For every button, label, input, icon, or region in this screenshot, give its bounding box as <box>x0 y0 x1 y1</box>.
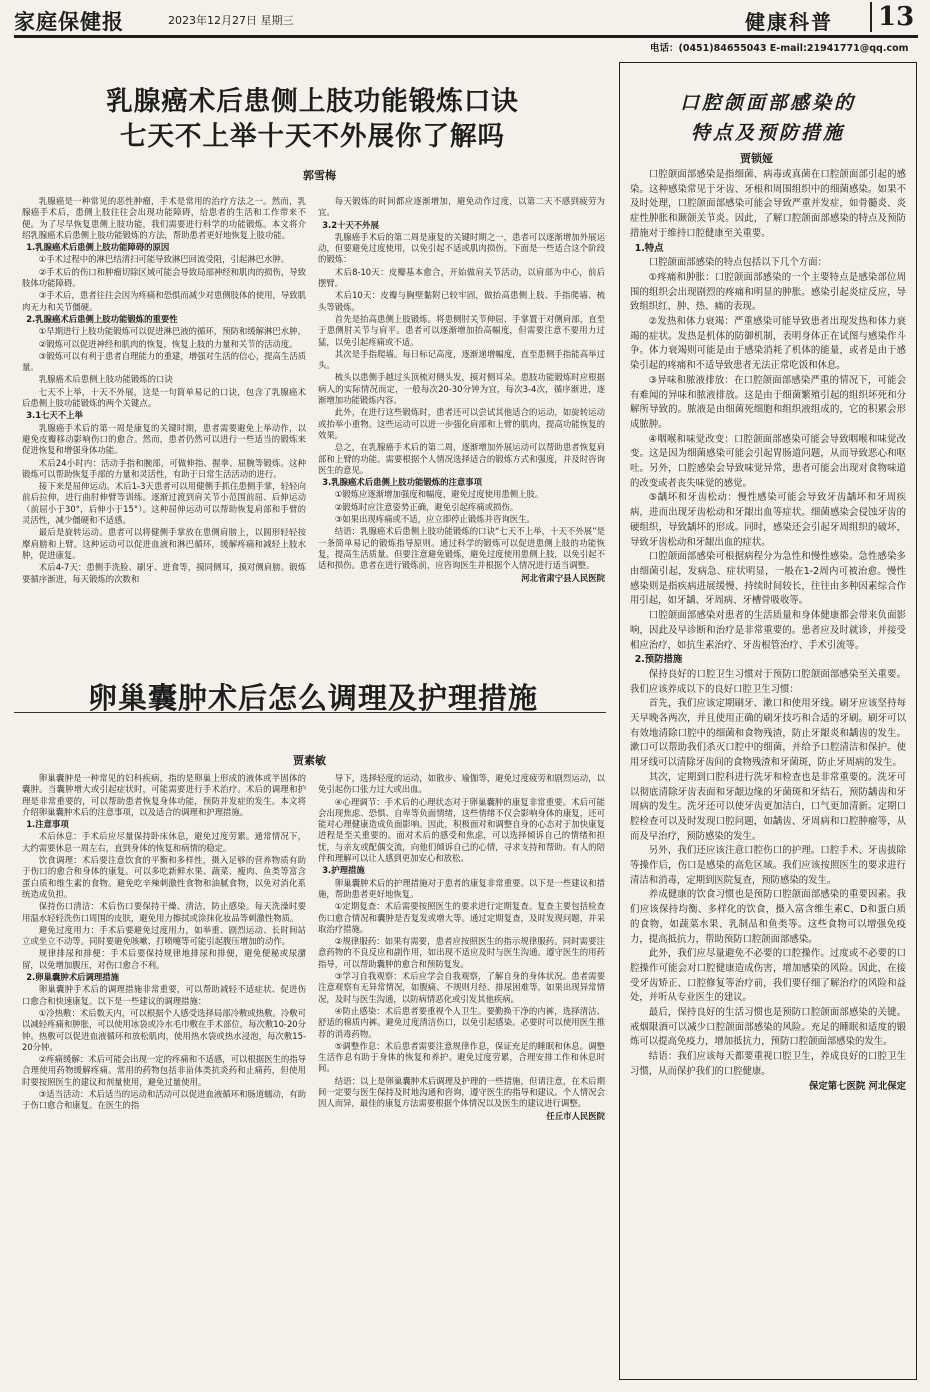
paragraph: 结语：乳腺癌术后患侧上肢功能锻炼的口诀“七天不上举，十天不外展”是一条简单易记的锻炼指导原则。通过科学的锻炼可以促进患侧上肢的功能恢复，提高生活质量。但要注意避免锻炼，避免过度使用患侧上肢，以免引起不适和损伤。患者在进行锻炼前，应咨询医生并根据个人情况进行适当调整。 <box>318 526 605 571</box>
section-heading: 2.乳腺癌术后患侧上肢功能锻炼的重要性 <box>26 313 178 324</box>
paragraph: ②手术后的伤口和肿瘤切除区域可能会导致局部神经和肌肉的损伤，导致肢体功能障碍。 <box>22 266 306 289</box>
article3-author: 贾锁娅 <box>740 152 773 165</box>
paragraph: 保持良好的口腔卫生习惯对于预防口腔颌面部感染至关重要。我们应该养成以下的良好口腔卫生习惯： <box>630 668 906 695</box>
article2-headline: 卵巢囊肿术后怎么调理及护理措施 <box>87 681 538 715</box>
paragraph: 此外，我们应尽量避免不必要的口腔操作。过度或不必要的口腔操作可能会对口腔健康造成伤害，增加感染的风险。因此，在接受牙齿矫正、口腔修复等治疗前，我们要仔细了解治疗的风险和益处，并听从专业医生的建议。 <box>630 948 906 1004</box>
section-heading: 2.卵巢囊肿术后调理措施 <box>26 972 119 983</box>
paragraph: 最后，保持良好的生活习惯也是预防口腔颌面部感染的关键。戒烟限酒可以减少口腔颌面部感染的风险。充足的睡眠和适度的锻炼可以提高免疫力，增加抵抗力，预防口腔颌面部感染的发生。 <box>630 1007 906 1048</box>
masthead <box>0 0 930 36</box>
paragraph: 首先是抬高患侧上肢锻炼。将患侧肘关节伸屈、手掌置于对侧肩部，直至于患侧肘关节与肩平。患者可以逐渐增加抬高幅度，但需要注意不要用力过猛，以免引起疼痛或不适。 <box>318 313 605 347</box>
paragraph: 口腔颌面部感染可根据病程分为急性和慢性感染。急性感染多由细菌引起，发病急、症状明显，一般在1-2周内可被治愈。慢性感染则是指疾病进展缓慢、持续时间较长，往往由多种因素综合作用引起，如牙龋、牙周病、牙槽骨吸收等。 <box>630 551 906 607</box>
paragraph: ①早期进行上肢功能锻炼可以促进淋巴液的循环，预防和缓解淋巴水肿。 <box>38 326 306 337</box>
paragraph: ①定期复查：术后需要按照医生的要求进行定期复查。复查主要包括检查伤口愈合情况和囊肿是否复发或增大等。通过定期复查，及时发现问题，并采取治疗措施。 <box>318 901 605 934</box>
paragraph: 术后10天：皮瓣与胸壁黏附已较牢固，做抬高患侧上肢、手指爬墙、梳头等锻炼。 <box>318 290 605 312</box>
paragraph: 结语：以上是卵巢囊肿术后调理及护理的一些措施，但请注意，在术后期间一定要与医生保持及时地沟通和咨询，遵守医生的指导和建议。个人情况会因人而异，最佳的康复方法需要根据个体情况以及医生的建议进行调整。 <box>318 1075 605 1109</box>
section-heading: 1.注意事项 <box>26 819 69 830</box>
paragraph: 乳腺癌手术后的第二周是康复的关键时期之一，患者可以逐渐增加外展运动，但要避免过度使用，以免引起不适或肌肉损伤。下面是一些适合这个阶段的锻炼： <box>318 231 605 265</box>
paragraph: 饮食调理：术后要注意饮食的平衡和多样性，摄入足够的营养物质有助于伤口的愈合和身体的康复。可以多吃新鲜水果、蔬菜、瘦肉、鱼类等富含蛋白质和维生素的食物。避免吃辛辣刺激性食物和油腻食物，以免对消化系统造成负担。 <box>22 855 306 899</box>
paragraph: 口腔颌面部感染对患者的生活质量和身体健康都会带来负面影响，因此及早诊断和治疗是非常重要的。患者应及时就诊，并接受相应治疗，如抗生素治疗、牙齿根管治疗、手术引流等。 <box>630 610 906 651</box>
paragraph: 口腔颌面部感染是指细菌、病毒或真菌在口腔颌面部引起的感染。这种感染常见于牙齿、牙根和周围组织中的细菌感染。如果不及时处理，口腔颌面部感染可能会导致严重并发症，如骨髓炎、炎症性肿胀和颞颌关节炎。因此，了解口腔颌面部感染的特点及预防措施对于维持口腔健康至关重要。 <box>630 169 906 239</box>
section-title: 健康科普 <box>745 10 833 34</box>
article1-author: 郭雪梅 <box>303 169 336 182</box>
issue-date: 2023年12月27日 星期三 <box>168 14 294 27</box>
section-heading: 2.预防措施 <box>634 654 683 666</box>
paragraph: ②发热和体力衰竭：严重感染可能导致患者出现发热和体力衰竭的症状。发热是机体的防御机制，表明身体正在试图与感染作斗争。体力衰竭则可能是由于感染消耗了机体的能量，或者是由于感染引起的疼痛和不适导致患者无法正常吃饭和休息。 <box>630 316 906 372</box>
paragraph: ③异味和脓液排放：在口腔颌面部感染严重的情况下，可能会有难闻的异味和脓液排放。这是由于细菌繁殖引起的组织坏死和分解所导致的。脓液是由细菌死细胞和组织液组成的，它的积累会形成脓肿。 <box>630 374 906 430</box>
paragraph: 每天锻炼的时间都应逐渐增加，避免动作过度，以第二天不感到疲劳为宜。 <box>318 196 605 218</box>
article2-column-2 <box>318 773 605 1381</box>
paragraph: ①疼痛和肿胀：口腔颌面部感染的一个主要特点是感染部位周围的组织会出现剧烈的疼痛和明显的肿胀。感染引起炎症反应，导致组织红、肿、热、痛的表现。 <box>630 271 906 313</box>
paragraph: 卵巢囊肿术后的护理措施对于患者的康复非常重要。以下是一些建议和措施，帮助患者更好地恢复。 <box>318 877 605 899</box>
paragraph: ①手术过程中的淋巴结清扫可能导致淋巴回流受阻，引起淋巴水肿。 <box>38 254 290 265</box>
section-heading: 3.护理措施 <box>322 865 365 876</box>
section-heading: 3.2十天不外展 <box>322 219 379 230</box>
article1-column-1 <box>22 196 306 690</box>
paragraph: 避免过度用力：手术后要避免过度用力，如举重、剧烈运动、长时间站立或坐立不动等。同时要避免咳嗽、打喷嚏等可能引起腹压增加的动作。 <box>22 924 306 947</box>
paragraph: ④心理调节：手术后的心理状态对于卵巢囊肿的康复非常重要。术后可能会出现焦虑、恐惧、自卑等负面情绪，这些情绪不仅会影响身体的康复，还可能对心理健康造成负面影响。因此，积极面对和调整自身的心态对于加快康复进程是至关重要的。面对术后的感受和焦虑，可以选择倾诉自己的情绪和担忧，与亲友或配偶交流，向他们倾诉自己的心情，寻求支持和帮助。有人的陪伴和理解可以让人感到更加安心和放松。 <box>318 796 605 864</box>
paragraph: 养成健康的饮食习惯也是预防口腔颌面部感染的重要因素。我们应该保持均衡、多样化的饮食，摄入富含维生素C、D和蛋白质的食物，如蔬菜水果、乳制品和鱼类等。这些食物可以增强免疫力，提高抵抗力，帮助预防口腔颌面部感染。 <box>630 889 906 945</box>
article1-headline-line2: 七天不上举十天不外展你了解吗 <box>120 121 505 152</box>
paragraph: 导下，选择轻度的运动，如散步、瑜伽等，避免过度疲劳和剧烈运动，以免引起伤口张力过大或出血。 <box>318 773 605 795</box>
paragraph: ③适当活动：术后适当的运动和活动可以促进血液循环和肠道蠕动，有助于伤口愈合和康复。在医生的指 <box>22 1089 306 1111</box>
article3-headline-line1: 口腔颌面部感染的 <box>679 92 856 114</box>
paragraph: 口腔颌面部感染的特点包括以下几个方面： <box>648 257 827 269</box>
paragraph: 术后8-10天：皮瓣基本愈合，开始做肩关节活动，以肩部为中心，前后摆臂。 <box>318 266 605 289</box>
paragraph: ②锻炼可以促进神经和肌肉的恢复，恢复上肢的力量和关节的活动度。 <box>38 338 298 349</box>
paragraph: 结语：我们应该每天都要重视口腔卫生，养成良好的口腔卫生习惯，从而保护我们的口腔健康。 <box>630 1051 906 1077</box>
contact-info: 电话：(0451)84655043 E-mail:21941771@qq.com <box>650 43 909 54</box>
paragraph: ②规律服药：如果有需要，患者应按照医生的指示规律服药。同时需要注意药物的不良反应和副作用，如出现不适应及时与医生沟通。遵守医生的用药指导，可以帮助囊肿的愈合和预防复发。 <box>318 936 605 969</box>
article3-headline-line2: 特点及预防措施 <box>690 122 845 144</box>
paragraph: 梳头以患侧手越过头顶梳对侧头发，摸对侧耳朵。患肢功能锻炼时应根据病人的实际情况而定，一般每次20-30分钟为宜，每次3-4次，循序渐进，逐渐增加功能锻炼内容。 <box>318 372 605 406</box>
paragraph: 七天不上举，十天不外展，这是一句简单易记的口诀，包含了乳腺癌术后患侧上肢功能锻炼的两个关键点。 <box>22 386 306 409</box>
paragraph: ①冷热敷：术后数天内，可以根据个人感受选择局部冷敷或热敷。冷敷可以减轻疼痛和肿胀，可以使用冰袋或冷水毛巾敷在手术部位，每次敷10-20分钟。热敷可以促进血液循环和放松肌肉，使用热水袋或热水浸泡，每次敷15-20分钟。 <box>22 1007 306 1052</box>
paragraph: 术后4-7天：患侧手洗脸、刷牙、进食等，摸同侧耳，摸对侧肩膀。锻炼要循序渐进，每天锻炼的次数和 <box>22 562 306 584</box>
section-heading: 3.乳腺癌术后患侧上肢功能锻炼的注意事项 <box>322 477 482 488</box>
paragraph: 乳腺癌术后患侧上肢功能锻炼的口诀 <box>38 374 173 385</box>
paragraph: 卵巢囊肿手术后的调理措施非常重要，可以帮助减轻不适症状、促进伤口愈合和快速康复。以下是一些建议的调理措施： <box>22 984 306 1006</box>
article3-body <box>630 168 906 1373</box>
section-heading: 1.乳腺癌术后患侧上肢功能障碍的原因 <box>26 242 170 253</box>
paragraph: 乳腺癌是一种常见的恶性肿瘤，手术是常用的治疗方法之一。然而，乳腺癌手术后，患侧上肢往往会出现功能障碍，给患者的生活和工作带来不便。为了尽早恢复患侧上肢功能，我们需要进行科学的功能锻炼。本文将介绍乳腺癌术后患侧上肢功能锻炼的方法，帮助患者更好地恢复上肢功能。 <box>22 196 306 240</box>
paragraph: 其次，定期到口腔科进行洗牙和检查也是非常重要的。洗牙可以彻底清除牙齿表面和牙龈边缘的牙菌斑和牙结石，预防龋齿和牙周病的发生。洗牙还可以使牙齿更加洁白，口气更加清新。定期口腔检查可以及时发现口腔问题，如龋齿、牙周病和口腔肿瘤等，从而及早治疗，预防感染的发生。 <box>630 771 906 842</box>
byline-institution: 河北省肃宁县人民医院 <box>521 572 605 583</box>
paragraph: ③锻炼可以有利于患者自理能力的重建，增强对生活的信心，提高生活质量。 <box>22 350 306 373</box>
page-number: 13 <box>870 2 914 32</box>
article1-headline-line1: 乳腺癌术后患侧上肢功能锻炼口诀 <box>106 86 519 117</box>
paragraph: 乳腺癌手术后的第一周是康复的关键时期，患者需要避免上举动作，以避免皮瓣移动影响伤口的愈合。然而，患者仍然可以进行一些适当的锻炼来促进恢复和增强身体功能。 <box>22 422 306 456</box>
paragraph: 另外，我们还应该注意口腔伤口的护理。口腔手术、牙齿拔除等操作后，伤口是感染的高危区域。我们应该按照医生的要求进行清洁和消毒，定期到医院复查，预防感染的发生。 <box>630 845 906 886</box>
paragraph: ⑤龋坏和牙齿松动：慢性感染可能会导致牙齿龋坏和牙周疾病，进而出现牙齿松动和牙龈出血等症状。细菌感染会侵蚀牙齿的硬组织，导致龋坏的形成。同时，感染还会引起牙周组织的破坏，导致牙齿松动和牙龈出血的症状。 <box>630 492 906 548</box>
newspaper-name: 家庭保健报 <box>14 9 124 34</box>
paragraph: 卵巢囊肿是一种常见的妇科疾病，指的是卵巢上形成的液体或半固体的囊肿。当囊肿增大或引起症状时，可能需要进行手术治疗。术后的调理和护理是非常重要的，可以帮助患者恢复身体功能，预防并发症的发生。本文将介绍卵巢囊肿术后的注意事项，以及适合的调理和护理措施。 <box>22 773 306 817</box>
paragraph: 接下来是屈伸运动。术后1-3天患者可以用健侧手抓住患侧手掌，轻轻向前后拉伸，进行曲肘伸臂等训练。逐渐过渡到肩关节小范围前屈、后伸运动（前屈小于30°，后伸小于15°）。这种屈伸运动可以帮助恢复肩部和手臂的灵活性，减少僵硬和不适感。 <box>22 481 306 526</box>
paragraph: 规律排尿和排便：手术后要保持规律地排尿和排便，避免便秘或尿潴留，以免增加腹压，对伤口愈合不利。 <box>22 948 306 970</box>
paragraph: ④防止感染：术后患者要重视个人卫生。要勤换干净的内裤，选择清洁、舒适的棉质内裤。避免过度清洁伤口，以免引起感染。必要时可以使用医生推荐的消毒药物。 <box>318 1005 605 1039</box>
paragraph: ⑤调整作息：术后患者需要注意规律作息，保证充足的睡眠和休息。调整生活作息有助于身体的恢复和养护。避免过度劳累，合理安排工作和休息时间。 <box>318 1040 605 1074</box>
article2-column-1 <box>22 773 306 1381</box>
paragraph: 首先，我们应该定期刷牙、漱口和使用牙线。刷牙应该坚持每天早晚各两次，并且使用正确的刷牙技巧和合适的牙刷。刷牙可以有效地清除口腔中的细菌和食物残渣，防止牙龈炎和龋齿的发生。漱口可以帮助我们杀灭口腔中的细菌，并给予口腔清洁和保护。使用牙线可以清除牙齿间的食物残渣和牙菌斑，防止牙周病的发生。 <box>630 698 906 769</box>
paragraph: ③如果出现疼痛或不适，应立即停止锻炼并咨询医生。 <box>334 514 535 525</box>
byline-institution: 任丘市人民医院 <box>546 1110 605 1121</box>
byline-institution: 保定第七医院 河北保定 <box>808 1080 906 1092</box>
section-heading: 3.1七天不上举 <box>26 410 83 421</box>
article1-headline <box>30 84 595 154</box>
paragraph: 保持伤口清洁：术后伤口要保持干燥、清洁，防止感染。每天洗澡时要用温水轻轻洗伤口周围的皮肤，避免用力擦拭或涂抹化妆品等刺激性物质。 <box>22 901 306 923</box>
paragraph: 总之，在乳腺癌手术后的第二周，逐渐增加外展运动可以帮助患者恢复肩部和上臂的功能。需要根据个人情况选择适合的锻炼方式和强度，并及时咨询医生的意见。 <box>318 442 605 475</box>
paragraph: ③学习自我观察：术后应学会自我观察，了解自身的身体状况。患者需要注意观察有无异常情况，如腹痛、不规则月经、排尿困难等。如果出现异常情况，及时与医生沟通，以防病情恶化或引发其他疾病。 <box>318 971 605 1004</box>
article2-author: 贾素敏 <box>293 754 326 767</box>
paragraph: ②疼痛缓解：术后可能会出现一定的疼痛和不适感，可以根据医生的指导合理使用药物缓解疼痛。常用的药物包括非甾体类抗炎药和止痛药，但使用时要按照医生的建议和剂量使用，避免过量使用。 <box>22 1054 306 1087</box>
article3-headline <box>619 88 917 148</box>
paragraph: 最后是旋转运动。患者可以将健侧手掌放在患侧肩膀上，以圆形轻轻按摩肩膀和上臂。这种运动可以促进血液和淋巴循环，缓解疼痛和减轻上肢水肿，促进康复。 <box>22 527 306 560</box>
section-heading: 1.特点 <box>634 242 664 254</box>
paragraph: 其次是手指爬墙。每日标记高度，逐渐递增幅度，直至患侧手指能高举过头。 <box>318 348 605 371</box>
paragraph: ②锻炼时应注意姿势正确，避免引起疼痛或损伤。 <box>334 501 519 512</box>
paragraph: ③手术后，患者往往会因为疼痛和恐惧而减少对患侧肢体的使用，导致肌肉无力和关节僵硬。 <box>22 290 306 312</box>
paragraph: 此外，在进行这些锻炼时，患者还可以尝试其他适合的运动，如旋转运动或抬举小重物。这些运动可以进一步强化肩部和上臂的肌肉，提高功能恢复的效果。 <box>318 407 605 440</box>
masthead-rule <box>14 35 918 38</box>
article1-column-2 <box>318 196 605 704</box>
paragraph: ①锻炼应逐渐增加强度和幅度，避免过度使用患侧上肢。 <box>334 489 544 500</box>
paragraph: 术后休息：手术后应尽量保持卧床休息，避免过度劳累。通常情况下，大约需要休息一周左右，直到身体的恢复和病情的稳定。 <box>22 831 306 853</box>
paragraph: ④咽喉和味觉改变：口腔颌面部感染可能会导致咽喉和味觉改变。这是因为细菌感染可能会引起胃肠道问题，从而导致恶心和呕吐。另外，口腔感染会导致味觉异常，患者可能会出现对食物味道的改变或者丧失味觉的感觉。 <box>630 433 906 489</box>
paragraph: 术后24小时内：活动手指和腕部，可做伸指、握拳、屈腕等锻炼。这种锻炼可以帮助恢复手部的力量和灵活性，有助于日常生活活动的进行。 <box>22 457 306 479</box>
